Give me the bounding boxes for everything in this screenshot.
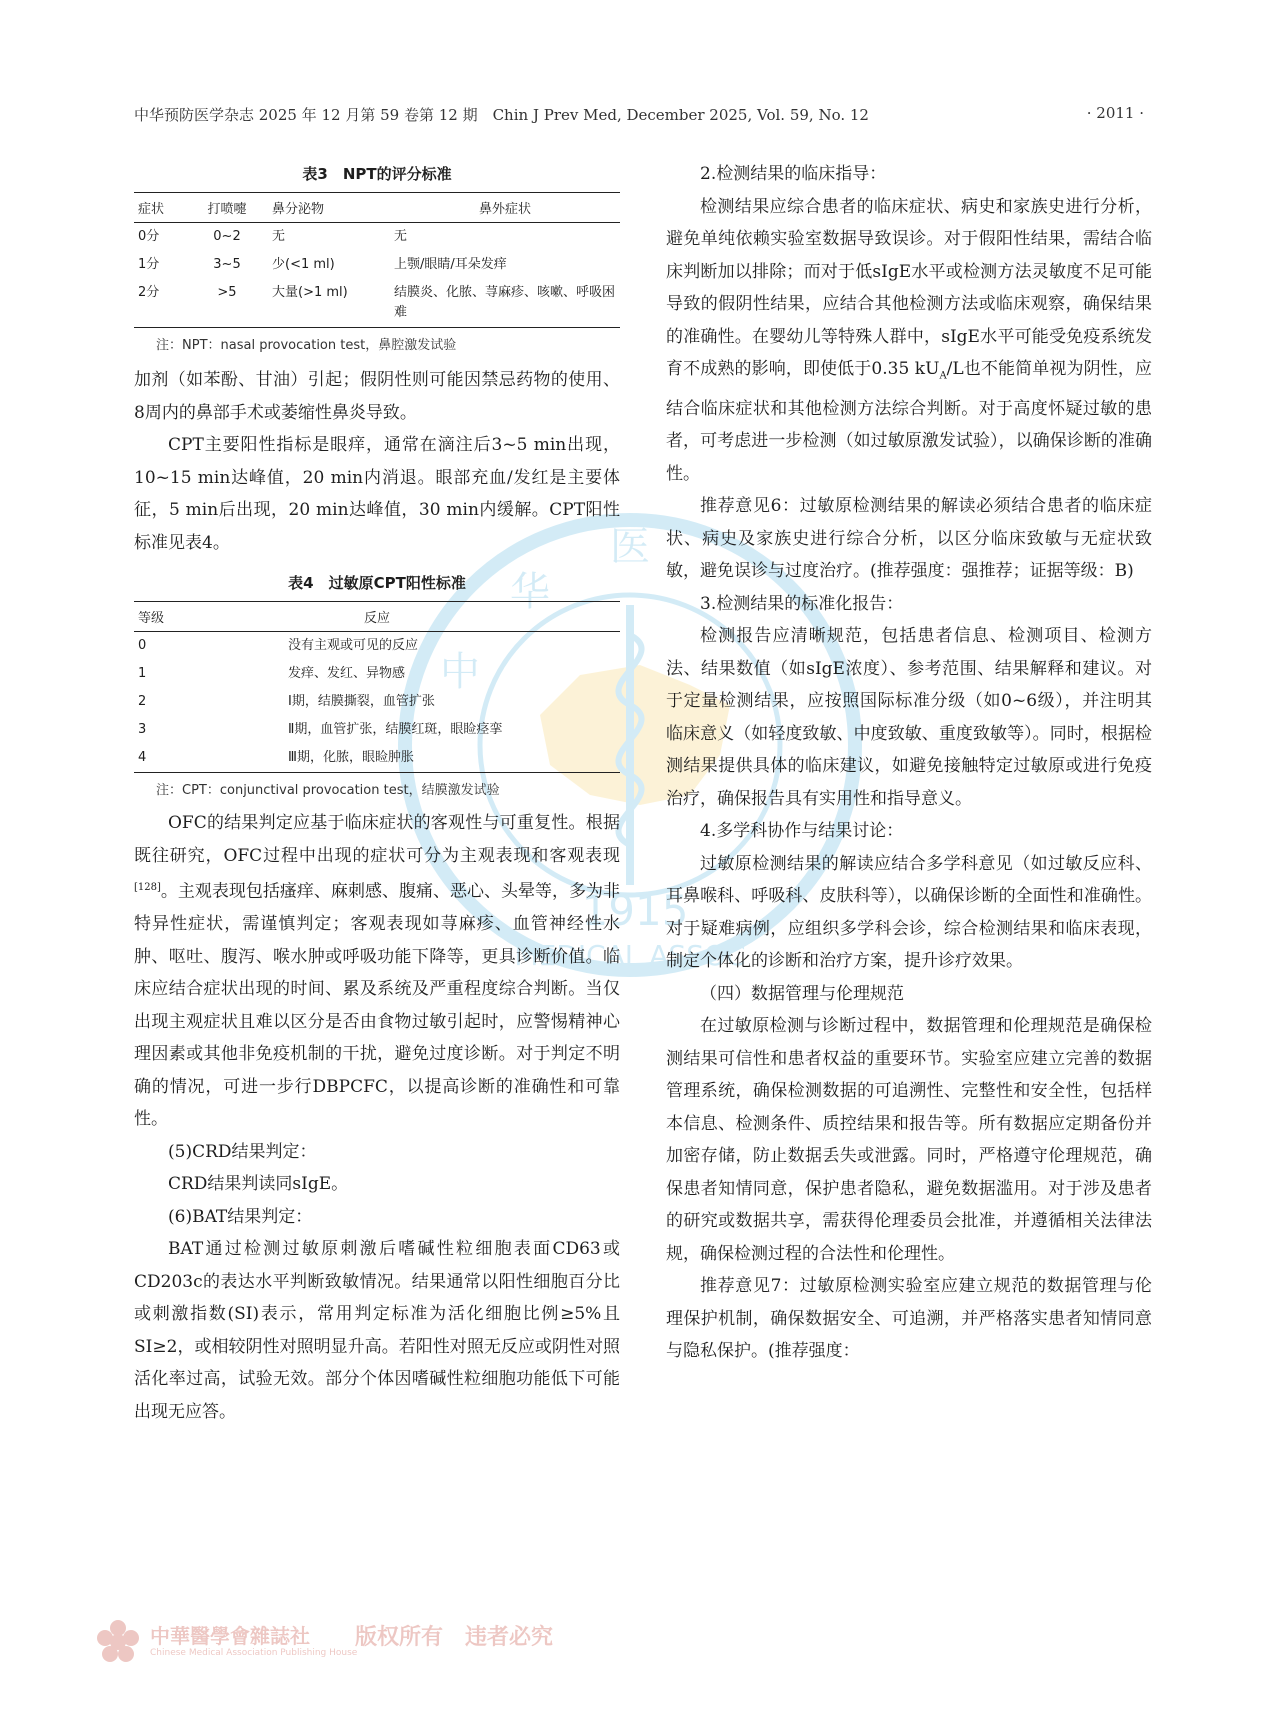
subheading: (6)BAT结果判定： bbox=[168, 1206, 313, 1227]
svg-text:华: 华 bbox=[510, 569, 550, 615]
paragraph: 加剂（如苯酚、甘油）引起；假阴性则可能因禁忌药物的使用、8周内的鼻部手术或萎缩性鼻炎导致。 bbox=[134, 370, 620, 423]
subheading: 2.检测结果的临床指导： bbox=[700, 164, 887, 184]
table-cell: Ⅱ期，血管扩张，结膜红斑，眼睑痉挛 bbox=[288, 722, 503, 737]
table-row bbox=[134, 716, 620, 744]
table-row bbox=[134, 660, 620, 688]
publisher-name-en: Chinese Medical Association Publishing House bbox=[150, 1648, 358, 1658]
table-cell: 没有主观或可见的反应 bbox=[288, 638, 419, 653]
table4 bbox=[134, 601, 620, 773]
table3-header-cell: 症状 bbox=[134, 193, 186, 223]
table4-caption: 表4 过敏原CPT阳性标准 bbox=[288, 574, 466, 592]
table4-note: 注：CPT：conjunctival provocation test，结膜激发试验 bbox=[156, 783, 500, 798]
table4-header-cell: 等级 bbox=[134, 602, 284, 632]
paragraph-text: /L也不能简单视为阴性，应结合临床症状和其他检测方法综合判断。对于高度怀疑过敏的患者，可考虑进一步检测（如过敏原激发试验），以确保诊断的准确性。 bbox=[666, 359, 1152, 484]
table-cell: 无 bbox=[272, 229, 286, 244]
table-row bbox=[134, 632, 620, 661]
table-cell: 结膜炎、化脓、荨麻疹、咳嗽、呼吸困难 bbox=[394, 285, 616, 320]
table-cell: 发痒、发红、异物感 bbox=[288, 666, 406, 681]
paragraph: BAT通过检测过敏原刺激后嗜碱性粒细胞表面CD63或CD203c的表达水平判断致敏情况。结果通常以阳性细胞百分比或刺激指数(SI)表示，常用判定标准为活化细胞比例≥5%且SI≥2，或相较阴性对照明显升高。若阳性对照无反应或阴性对照活化率过高，试验无效。部分个体因嗜碱性粒细胞功能低下可能出现无应答。 bbox=[134, 1239, 620, 1422]
svg-text:中: 中 bbox=[440, 649, 480, 695]
paragraph-text: 检测结果应综合患者的临床症状、病史和家族史进行分析，避免单纯依赖实验室数据导致误诊。对于假阳性结果，需结合临床判断加以排除；而对于低sIgE水平或检测方法灵敏度不足可能导致的假阴性结果，应结合其他检测方法或临床观察，确保结果的准确性。在婴幼儿等特殊人群中，sIgE水平可能受免疫系统发育不成熟的影响，即使低于0.35 kU bbox=[666, 196, 1152, 379]
table-row bbox=[134, 688, 620, 716]
table3-note: 注：NPT：nasal provocation test，鼻腔激发试验 bbox=[156, 338, 457, 353]
table3-header-cell: 鼻分泌物 bbox=[268, 193, 390, 223]
table-cell: 2分 bbox=[138, 285, 160, 300]
paragraph: 过敏原检测结果的解读应结合多学科意见（如过敏反应科、耳鼻喉科、呼吸科、皮肤科等），以确保诊断的全面性和准确性。对于疑难病例，应组织多学科会诊，综合检测结果和临床表现，制定个体化的诊断和治疗方案，提升诊疗效果。 bbox=[666, 853, 1152, 972]
left-column bbox=[134, 156, 620, 1428]
table-row bbox=[134, 223, 620, 252]
recommendation: 推荐意见7：过敏原检测实验室应建立规范的数据管理与伦理保护机制，确保数据安全、可追溯，并严格落实患者知情同意与隐私保护。(推荐强度： bbox=[666, 1276, 1152, 1362]
citation-ref: [128] bbox=[134, 882, 161, 893]
table-cell: 0 bbox=[138, 638, 147, 653]
table3-header-cell: 打喷嚏 bbox=[186, 193, 268, 223]
table-cell: 大量(>1 ml) bbox=[272, 285, 348, 300]
table4-header-cell: 反应 bbox=[284, 602, 620, 632]
recommendation: 推荐意见6：过敏原检测结果的解读必须结合患者的临床症状、病史及家族史进行综合分析，以区分临床致敏与无症状致敏，避免误诊与过度治疗。(推荐强度：强推荐；证据等级：B) bbox=[666, 496, 1152, 582]
running-header bbox=[134, 104, 1144, 130]
publisher-name: 中華醫學會雜誌社 bbox=[150, 1624, 310, 1648]
flower-logo-icon bbox=[94, 1618, 142, 1666]
table-cell: 少(<1 ml) bbox=[272, 257, 335, 272]
table-cell: >5 bbox=[217, 285, 237, 300]
table-cell: 无 bbox=[394, 229, 408, 244]
table3-caption: 表3 NPT的评分标准 bbox=[302, 165, 452, 183]
section-heading: （四）数据管理与伦理规范 bbox=[700, 983, 904, 1004]
journal-citation: 中华预防医学杂志 2025 年 12 月第 59 卷第 12 期 Chin J Prev Med, December 2025, Vol. 59, No. 12 bbox=[134, 106, 869, 124]
unit-subscript: A bbox=[939, 370, 947, 382]
paragraph-text: 。主观表现包括瘙痒、麻刺感、腹痛、恶心、头晕等，多为非特异性症状，需谨慎判定；客观表现如荨麻疹、血管神经性水肿、呕吐、腹泻、喉水肿或呼吸功能下降等，更具诊断价值。临床应结合症状出现的时间、累及系统及严重程度综合判断。当仅出现主观症状且难以区分是否由食物过敏引起时，应警惕精神心理因素或其他非免疫机制的干扰，避免过度诊断。对于判定不明确的情况，可进一步行DBPCFC，以提高诊断的准确性和可靠性。 bbox=[134, 881, 620, 1130]
paragraph-text: OFC的结果判定应基于临床症状的客观性与可重复性。根据既往研究，OFC过程中出现的症状可分为主观表现和客观表现 bbox=[134, 813, 620, 866]
table-row bbox=[134, 744, 620, 773]
table-row bbox=[134, 251, 620, 279]
table-cell: 4 bbox=[138, 750, 147, 765]
table-cell: Ⅲ期，化脓，眼睑肿胀 bbox=[288, 750, 414, 765]
publisher-watermark bbox=[90, 1612, 554, 1672]
table-cell: 1 bbox=[138, 666, 147, 681]
table-row bbox=[134, 279, 620, 328]
paragraph bbox=[134, 807, 620, 1136]
table-cell: 0分 bbox=[138, 229, 160, 244]
right-column bbox=[666, 156, 1152, 1368]
page-number: · 2011 · bbox=[1086, 104, 1144, 122]
copyright-notice: 版权所有 违者必究 bbox=[355, 1624, 554, 1650]
paragraph: 在过敏原检测与诊断过程中，数据管理和伦理规范是确保检测结果可信性和患者权益的重要环节。实验室应建立完善的数据管理系统，确保检测数据的可追溯性、完整性和安全性，包括样本信息、检测条件、质控结果和报告等。所有数据应定期备份并加密存储，防止数据丢失或泄露。同时，严格遵守伦理规范，确保患者知情同意，保护患者隐私，避免数据滥用。对于涉及患者的研究或数据共享，需获得伦理委员会批准，并遵循相关法律法规，确保检测过程的合法性和伦理性。 bbox=[666, 1016, 1152, 1264]
subheading: 3.检测结果的标准化报告： bbox=[700, 593, 904, 614]
paragraph: 检测报告应清晰规范，包括患者信息、检测项目、检测方法、结果数值（如sIgE浓度）、参考范围、结果解释和建议。对于定量检测结果，应按照国际标准分级（如0~6级），并注明其临床意义（如轻度致敏、中度致敏、重度致敏等）。同时，根据检测结果提供具体的临床建议，如避免接触特定过敏原或进行免疫治疗，确保报告具有实用性和指导意义。 bbox=[666, 626, 1152, 809]
paragraph bbox=[666, 191, 1152, 491]
table4-header-row bbox=[134, 602, 620, 632]
svg-text:1915: 1915 bbox=[581, 886, 689, 935]
paragraph: CRD结果判读同sIgE。 bbox=[168, 1174, 349, 1195]
svg-text:医: 医 bbox=[610, 524, 650, 570]
table-cell: 上颚/眼睛/耳朵发痒 bbox=[394, 257, 507, 272]
subheading: 4.多学科协作与结果讨论： bbox=[700, 821, 904, 842]
table-cell: 3 bbox=[138, 722, 147, 737]
table-cell: 3~5 bbox=[213, 257, 241, 272]
table-cell: 1分 bbox=[138, 257, 160, 272]
paragraph: CPT主要阳性指标是眼痒，通常在滴注后3~5 min出现，10~15 min达峰值，20 min内消退。眼部充血/发红是主要体征，5 min后出现，20 min达峰值，30 min内缓解。CPT阳性标准见表4。 bbox=[134, 435, 620, 553]
subheading: (5)CRD结果判定： bbox=[168, 1141, 317, 1162]
table-cell: 0~2 bbox=[213, 229, 241, 244]
table3 bbox=[134, 192, 620, 328]
table-cell: 2 bbox=[138, 694, 147, 709]
table3-header-row bbox=[134, 193, 620, 223]
table3-header-cell: 鼻外症状 bbox=[390, 193, 620, 223]
svg-text:MEDICAL ASSOC: MEDICAL ASSOC bbox=[514, 939, 746, 972]
table-cell: Ⅰ期，结膜撕裂，血管扩张 bbox=[288, 694, 435, 709]
